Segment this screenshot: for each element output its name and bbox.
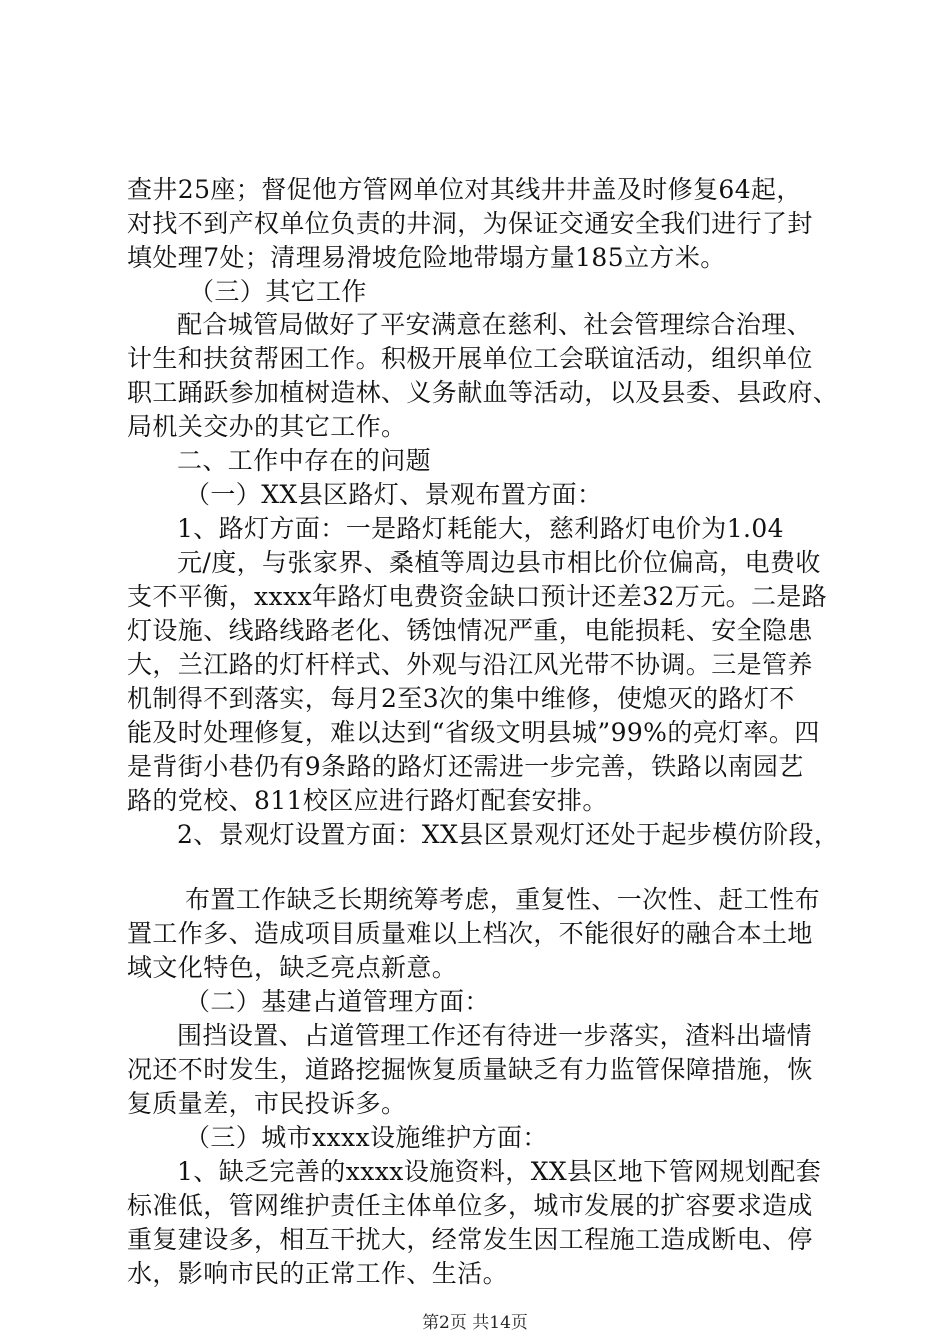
text-line: 域文化特色，缺乏亮点新意。 xyxy=(127,953,458,982)
text-line: 围挡设置、占道管理工作还有待进一步落实，渣料出墙情 xyxy=(177,1021,813,1050)
section-heading: （二）基建占道管理方面： xyxy=(185,987,490,1016)
section-heading: 二、工作中存在的问题 xyxy=(177,446,432,475)
text-line: 2、景观灯设置方面：XX县区景观灯还处于起步模仿阶段， xyxy=(177,820,840,849)
text-line: 重复建设多，相互干扰大，经常发生因工程施工造成断电、停 xyxy=(127,1225,813,1254)
text-line: 元/度，与张家界、桑植等周边县市相比价位偏高，电费收 xyxy=(177,548,821,577)
text-line: 能及时处理修复，难以达到“省级文明县城”99%的亮灯率。四 xyxy=(127,718,820,747)
text-line: 是背街小巷仍有9条路的路灯还需进一步完善，铁路以南园艺 xyxy=(127,752,804,781)
text-line: 机制得不到落实，每月2至3次的集中维修，使熄灭的路灯不 xyxy=(127,684,795,713)
section-heading: （一）XX县区路灯、景观布置方面： xyxy=(185,480,603,509)
text-line: 配合城管局做好了平安满意在慈利、社会管理综合治理、 xyxy=(177,310,813,339)
text-line: 1、路灯方面：一是路灯耗能大，慈利路灯电价为1.04 xyxy=(177,514,784,543)
text-line: 支不平衡，xxxx年路灯电费资金缺口预计还差32万元。二是路 xyxy=(127,582,828,611)
text-line: 况还不时发生，道路挖掘恢复质量缺乏有力监管保障措施，恢 xyxy=(127,1055,813,1084)
text-line: 填处理7处；清理易滑坡危险地带塌方量185立方米。 xyxy=(127,243,726,272)
section-heading: （三）其它工作 xyxy=(189,277,367,306)
text-line: 水，影响市民的正常工作、生活。 xyxy=(127,1259,509,1288)
text-line: 复质量差，市民投诉多。 xyxy=(127,1089,407,1118)
text-line: 灯设施、线路线路老化、锈蚀情况严重，电能损耗、安全隐患 xyxy=(127,616,813,645)
page-footer: 第2页 共14页 xyxy=(422,1313,528,1333)
text-line: 职工踊跃参加植树造林、义务献血等活动，以及县委、县政府、 xyxy=(127,378,839,407)
section-heading: （三）城市xxxx设施维护方面： xyxy=(185,1123,548,1152)
text-line: 1、缺乏完善的xxxx设施资料，XX县区地下管网规划配套 xyxy=(177,1157,822,1186)
text-line: 路的党校、811校区应进行路灯配套安排。 xyxy=(127,786,608,815)
text-line: 置工作多、造成项目质量难以上档次，不能很好的融合本土地 xyxy=(127,919,813,948)
text-line: 局机关交办的其它工作。 xyxy=(127,412,407,441)
text-line: 大，兰江路的灯杆样式、外观与沿江风光带不协调。三是管养 xyxy=(127,650,813,679)
text-line: 计生和扶贫帮困工作。积极开展单位工会联谊活动，组织单位 xyxy=(127,344,813,373)
text-line: 标准低，管网维护责任主体单位多，城市发展的扩容要求造成 xyxy=(127,1191,813,1220)
text-line: 对找不到产权单位负责的井洞，为保证交通安全我们进行了封 xyxy=(127,209,813,238)
text-line: 查井25座；督促他方管网单位对其线井井盖及时修复64起， xyxy=(127,175,802,204)
text-line: 布置工作缺乏长期统筹考虑，重复性、一次性、赶工性布 xyxy=(185,885,821,914)
